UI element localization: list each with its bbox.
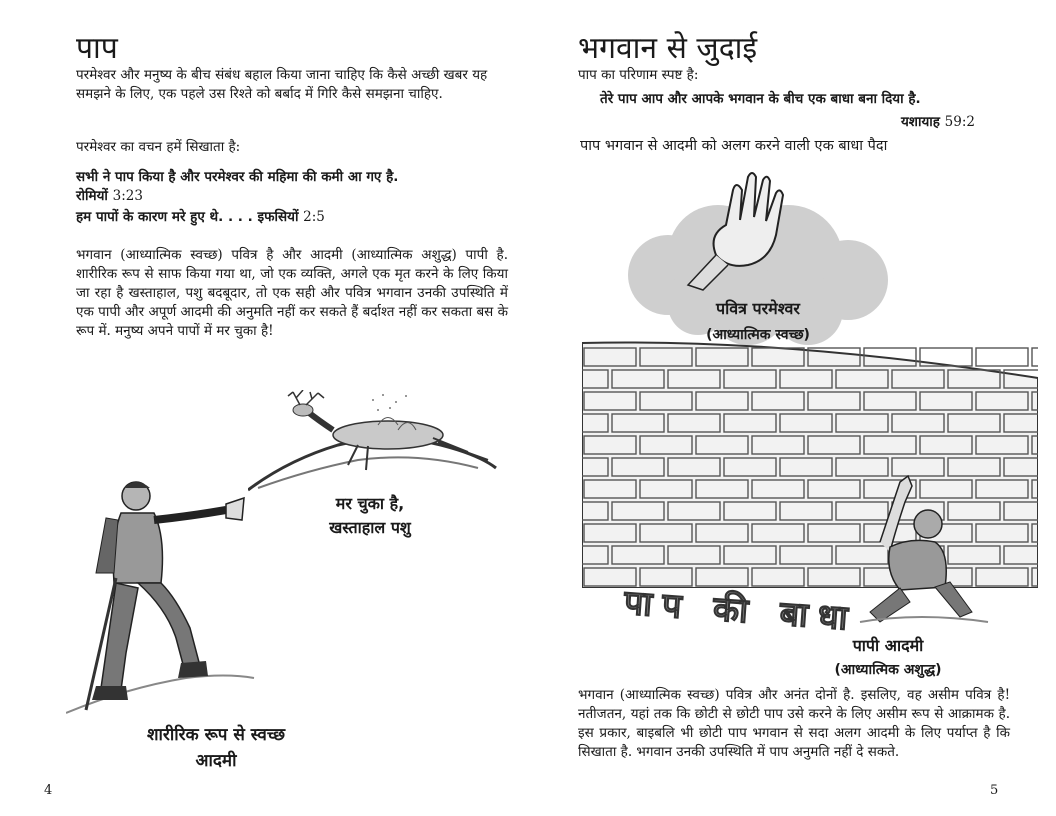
sinful-man-caption — [788, 634, 988, 682]
holiness-paragraph: भगवान (आध्यात्मिक स्वच्छ) पवित्र है और आदमी (आध्यात्मिक अशुद्ध) पापी है. शारीरिक रूप से साफ किया गया था, जो एक व्यक्ति, अगले एक मृत करने के लिए किया जा रहा है खस्ताहाल, पशु बदबूदार, तो एक सही और पवित्र भगवान उनकी उपस्थिति में एक पापी और अपूर्ण आदमी की अनुमति नहीं कर सकते हैं बर्दाश्त नहीं कर सकता बस के रूप में. मनुष्य अपने पापों में मर चुका है! — [76, 247, 508, 339]
verse-romans-number: 3:23 — [112, 188, 143, 204]
page-title-separation: भगवान से जुदाई — [578, 31, 758, 66]
page-number-left: 4 — [44, 783, 53, 798]
clean-man-caption-line2: आदमी — [195, 751, 237, 771]
sinful-man-illustration — [850, 472, 990, 632]
verse-isaiah-number: 59:2 — [944, 114, 975, 130]
dead-animal-illustration — [248, 390, 498, 500]
verse-isaiah-ref — [828, 113, 975, 132]
verse-isaiah-book: यशायाह — [900, 114, 940, 130]
dead-animal-caption-line2: खस्ताहाल पशु — [329, 518, 411, 537]
word-teaches-line: परमेश्वर का वचन हमें सिखाता है: — [76, 139, 241, 155]
verse-ephesians — [76, 208, 508, 227]
verse-ephesians-number: 2:5 — [303, 209, 325, 225]
holy-god-caption-line2: (आध्यात्मिक स्वच्छ) — [706, 327, 810, 343]
verse-romans-text: सभी ने पाप किया है और परमेश्वर की महिमा की कमी आ गए है. — [76, 169, 399, 185]
dead-animal-caption — [300, 492, 440, 540]
sinful-man-caption-line1: पापी आदमी — [852, 636, 924, 655]
barrier-intro-line: पाप भगवान से आदमी को अलग करने वाली एक बाधा पैदा — [580, 138, 888, 154]
page-number-right: 5 — [990, 783, 999, 798]
verse-romans-book: रोमियों — [76, 188, 108, 204]
clean-man-caption-line1: शारीरिक रूप से स्वच्छ — [146, 725, 286, 745]
wall-brick — [976, 348, 1028, 366]
holiness-bottom-paragraph: भगवान (आध्यात्मिक स्वच्छ) पवित्र और अनंत दोनों है. इसलिए, वह असीम पवित्र है! नतीजतन, यहां तक कि छोटी से छोटी पाप उसे करने के लिए असीम रूप से आक्रामक है. इस प्रकार, बाइबलि भी छोटी पाप भगवान से सदा अलग आदमी के लिए पर्याप्त है कि सिखाता है. भगवान उनकी उपस्थिति में पाप अनुमति नहीं दे सकते. — [578, 687, 1010, 760]
verse-isaiah-text: तेरे पाप आप और आपके भगवान के बीच एक बाधा बना दिया है. — [600, 91, 921, 107]
verse-romans — [76, 168, 508, 206]
page-title-sin: पाप — [76, 31, 118, 66]
right-page — [528, 0, 1056, 816]
clean-man-caption — [106, 722, 326, 774]
clean-man-illustration — [66, 478, 256, 718]
intro-paragraph: परमेश्वर और मनुष्य के बीच संबंध बहाल किया जाना चाहिए कि कैसे अच्छी खबर यह समझने के लिए, एक पहले उस रिश्ते को बर्बाद में गिरि कैसे समझना चाहिए. — [76, 67, 488, 102]
wall-brick — [1032, 348, 1038, 366]
result-clear-line: पाप का परिणाम स्पष्ट है: — [578, 67, 699, 83]
holy-god-caption-line1: पवित्र परमेश्वर — [716, 299, 800, 318]
sin-barrier-label: पाप की बाधा — [622, 582, 859, 640]
dead-animal-caption-line1: मर चुका है, — [335, 494, 405, 513]
verse-ephesians-text: हम पापों के कारण मरे हुए थे. . . . इफसियों — [76, 209, 299, 225]
sinful-man-caption-line2: (आध्यात्मिक अशुद्ध) — [834, 662, 942, 678]
